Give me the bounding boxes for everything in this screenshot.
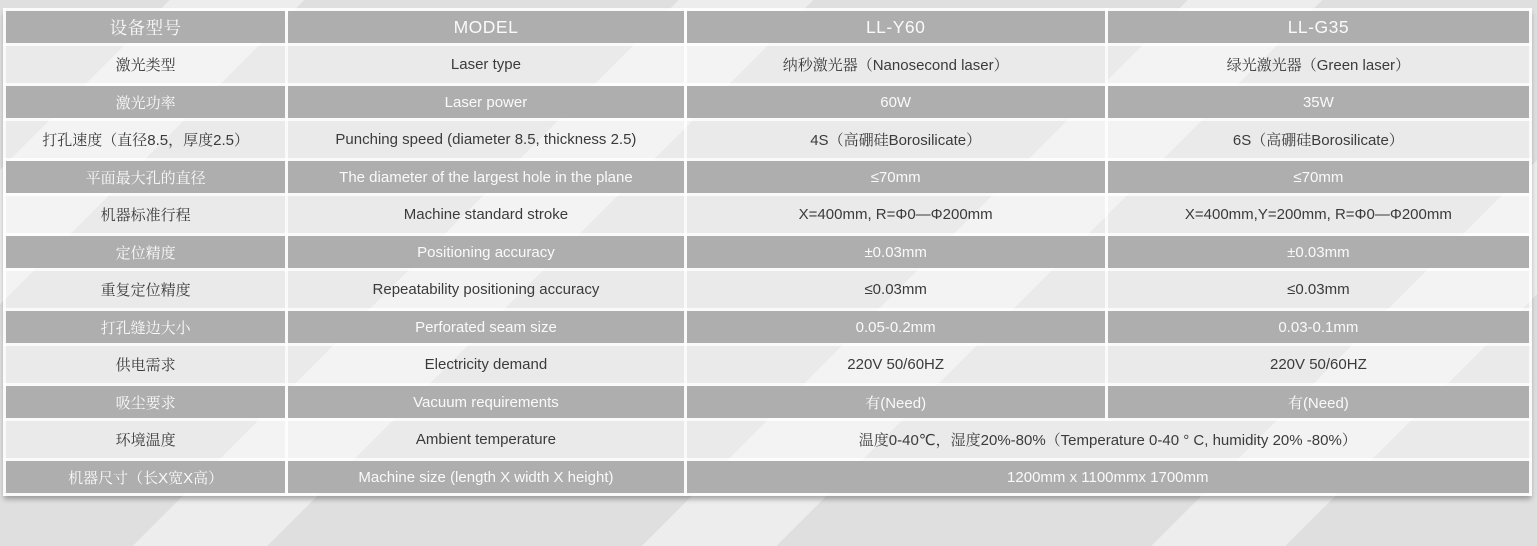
spec-value-y60: 纳秒激光器（Nanosecond laser）	[685, 45, 1106, 85]
header-cell-ll-g35: LL-G35	[1106, 10, 1530, 45]
spec-value-g35: ≤70mm	[1106, 160, 1530, 195]
table-row-ambient-temperature	[5, 420, 1531, 460]
table-row-repeatability-accuracy	[5, 270, 1531, 310]
spec-value-g35: 6S（高硼硅Borosilicate）	[1106, 120, 1530, 160]
spec-value-y60: X=400mm, R=Φ0—Φ200mm	[685, 195, 1106, 235]
spec-label-en: Punching speed (diameter 8.5, thickness 2.5)	[287, 120, 685, 160]
spec-label-zh: 平面最大孔的直径	[5, 160, 287, 195]
spec-label-zh: 重复定位精度	[5, 270, 287, 310]
spec-value-y60: 有(Need)	[685, 385, 1106, 420]
table-row-perforated-seam-size	[5, 310, 1531, 345]
spec-value-g35: 有(Need)	[1106, 385, 1530, 420]
header-cell-device-model-zh: 设备型号	[5, 10, 287, 45]
spec-label-zh: 打孔速度（直径8.5，厚度2.5）	[5, 120, 287, 160]
spec-value-y60: ±0.03mm	[685, 235, 1106, 270]
table-row-vacuum-requirements	[5, 385, 1531, 420]
table-row-machine-standard-stroke	[5, 195, 1531, 235]
spec-label-zh: 环境温度	[5, 420, 287, 460]
spec-value-g35: ≤0.03mm	[1106, 270, 1530, 310]
spec-label-en: Machine size (length X width X height)	[287, 460, 685, 495]
spec-label-zh: 打孔缝边大小	[5, 310, 287, 345]
spec-label-en: Ambient temperature	[287, 420, 685, 460]
spec-label-en: Electricity demand	[287, 345, 685, 385]
table-row-laser-power	[5, 85, 1531, 120]
spec-table	[3, 8, 1532, 496]
spec-label-zh: 定位精度	[5, 235, 287, 270]
table-row-electricity-demand	[5, 345, 1531, 385]
table-row-laser-type	[5, 45, 1531, 85]
spec-label-zh: 激光功率	[5, 85, 287, 120]
header-cell-ll-y60: LL-Y60	[685, 10, 1106, 45]
spec-value-y60: 0.05-0.2mm	[685, 310, 1106, 345]
spec-value-g35: 35W	[1106, 85, 1530, 120]
spec-label-zh: 激光类型	[5, 45, 287, 85]
table-row-punching-speed	[5, 120, 1531, 160]
spec-label-en: Repeatability positioning accuracy	[287, 270, 685, 310]
table-row-positioning-accuracy	[5, 235, 1531, 270]
spec-value-y60: 60W	[685, 85, 1106, 120]
spec-value-g35: 220V 50/60HZ	[1106, 345, 1530, 385]
table-header-row	[5, 10, 1531, 45]
spec-label-zh: 机器标准行程	[5, 195, 287, 235]
spec-label-en: Machine standard stroke	[287, 195, 685, 235]
spec-value-g35: 0.03-0.1mm	[1106, 310, 1530, 345]
spec-label-en: Perforated seam size	[287, 310, 685, 345]
spec-label-en: Laser power	[287, 85, 685, 120]
spec-value-both-models: 1200mm x 1100mmx 1700mm	[685, 460, 1530, 495]
spec-label-en: Vacuum requirements	[287, 385, 685, 420]
spec-label-zh: 供电需求	[5, 345, 287, 385]
spec-value-g35: ±0.03mm	[1106, 235, 1530, 270]
spec-value-y60: ≤0.03mm	[685, 270, 1106, 310]
spec-label-en: The diameter of the largest hole in the plane	[287, 160, 685, 195]
spec-value-both-models: 温度0-40℃，湿度20%-80%（Temperature 0-40 ° C, humidity 20% -80%）	[685, 420, 1530, 460]
table-row-machine-size	[5, 460, 1531, 495]
spec-value-y60: 220V 50/60HZ	[685, 345, 1106, 385]
spec-value-y60: 4S（高硼硅Borosilicate）	[685, 120, 1106, 160]
header-cell-model: MODEL	[287, 10, 685, 45]
table-row-largest-hole-diameter	[5, 160, 1531, 195]
spec-value-y60: ≤70mm	[685, 160, 1106, 195]
spec-label-zh: 吸尘要求	[5, 385, 287, 420]
spec-label-zh: 机器尺寸（长X宽X高）	[5, 460, 287, 495]
spec-label-en: Positioning accuracy	[287, 235, 685, 270]
spec-value-g35: X=400mm,Y=200mm, R=Φ0—Φ200mm	[1106, 195, 1530, 235]
spec-value-g35: 绿光激光器（Green laser）	[1106, 45, 1530, 85]
spec-label-en: Laser type	[287, 45, 685, 85]
